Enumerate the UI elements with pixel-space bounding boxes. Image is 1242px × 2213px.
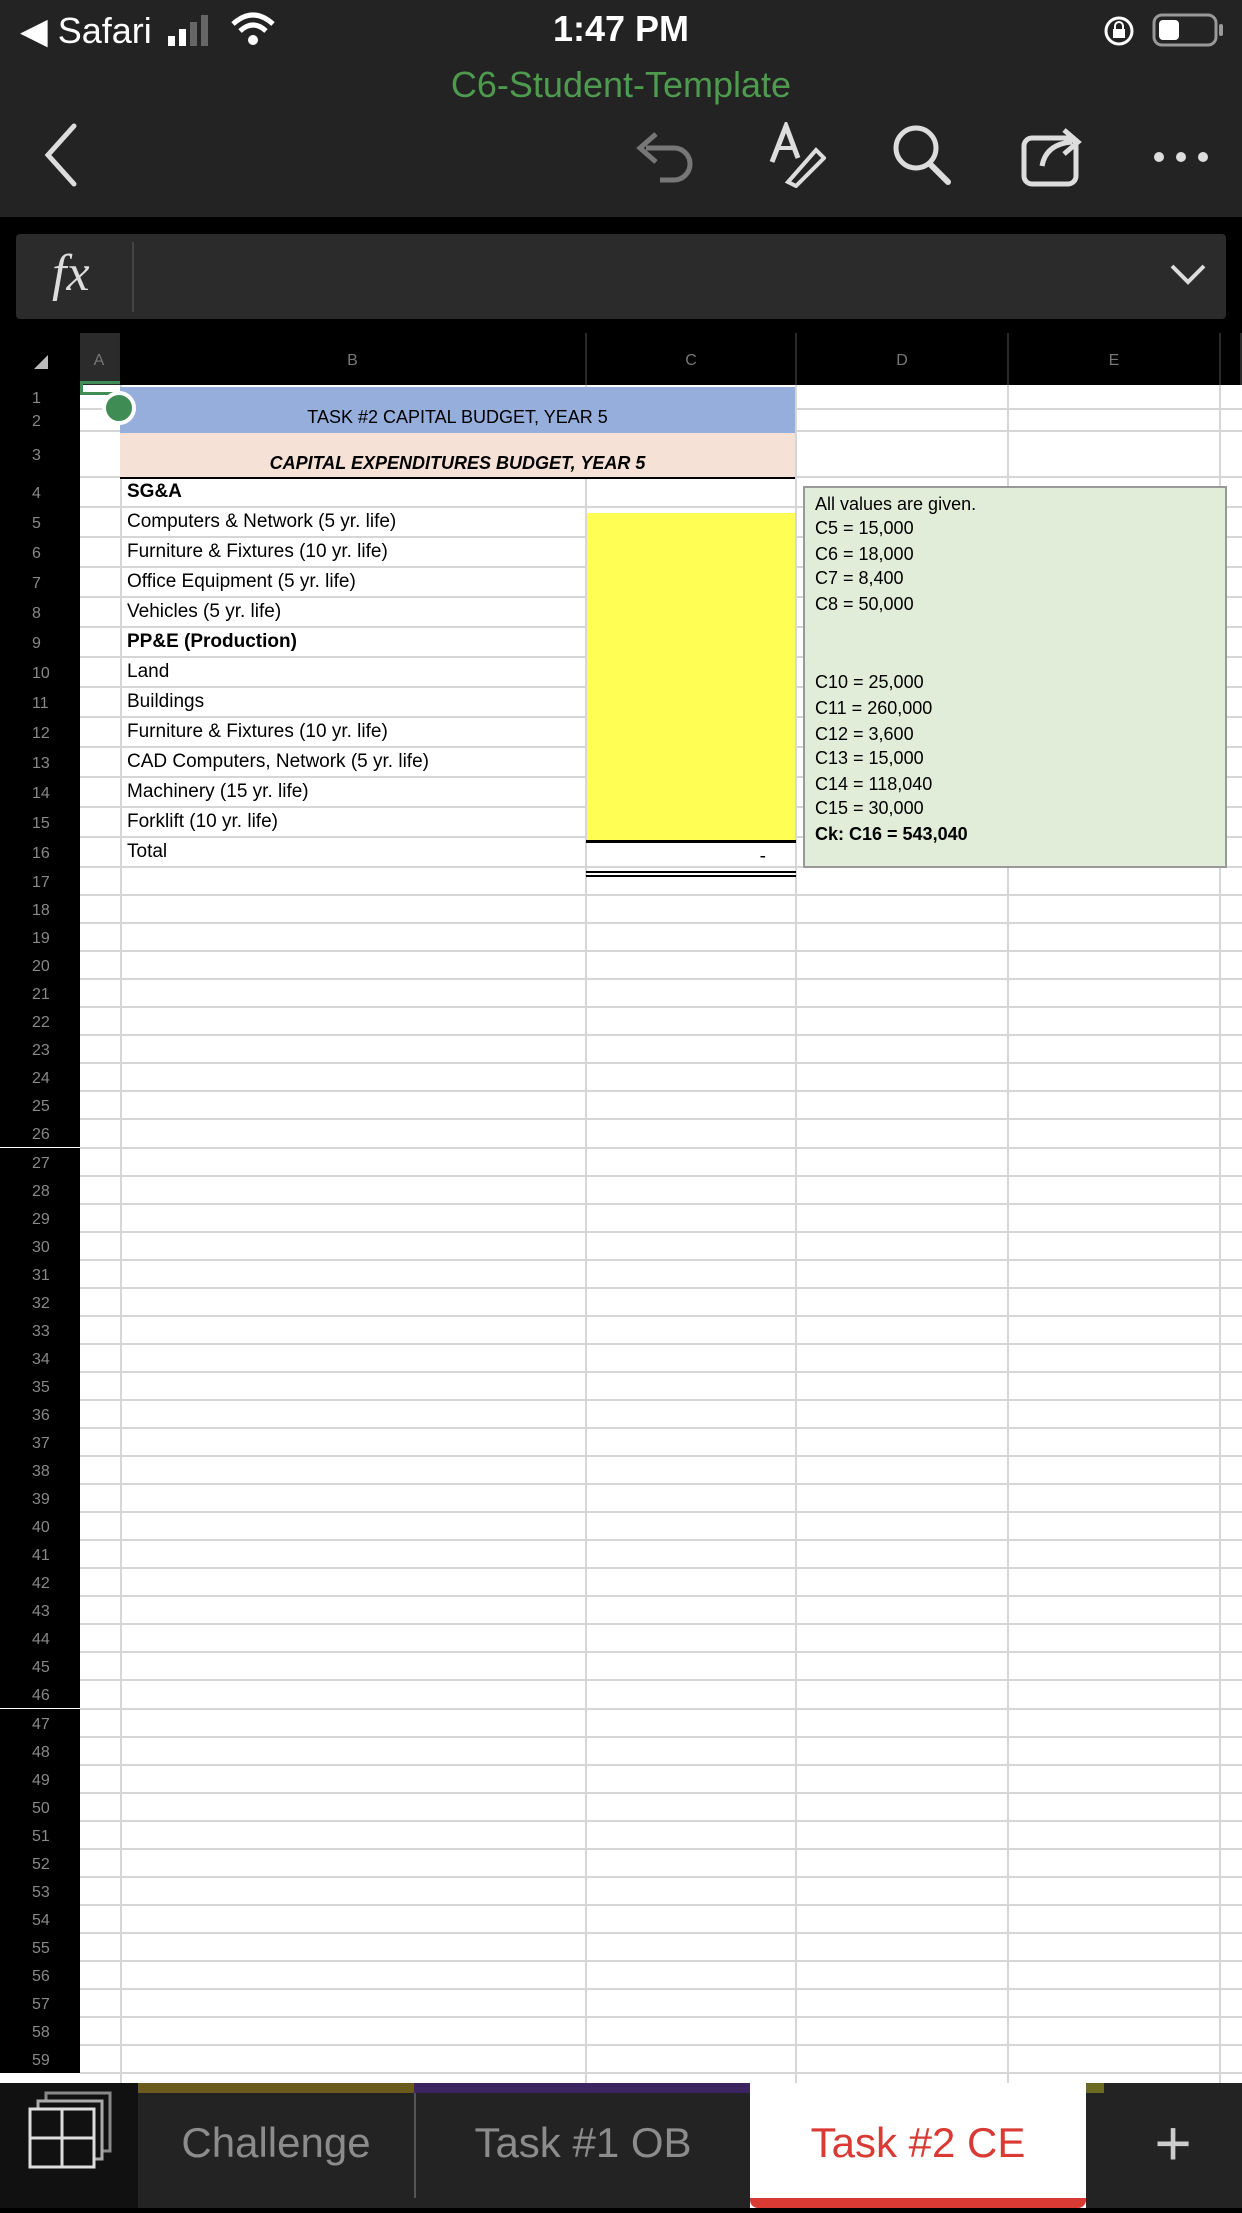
row-header[interactable]: 19	[0, 923, 80, 951]
row-header[interactable]: 33	[0, 1316, 80, 1344]
row-line	[80, 1090, 1242, 1092]
item-label: CAD Computers, Network (5 yr. life)	[127, 751, 429, 772]
undo-icon[interactable]	[630, 126, 696, 191]
row-line	[80, 1315, 1242, 1317]
note-line: C7 = 8,400	[815, 568, 904, 588]
row-line	[80, 2072, 1242, 2074]
orientation-lock-icon	[1102, 14, 1136, 53]
back-icon[interactable]	[40, 122, 80, 193]
row-header[interactable]: 42	[0, 1568, 80, 1596]
row-line	[80, 1343, 1242, 1345]
row-line	[80, 1595, 1242, 1597]
row-header[interactable]: 20	[0, 951, 80, 979]
row-line	[80, 1511, 1242, 1513]
row-header[interactable]: 27	[0, 1148, 80, 1176]
row-header[interactable]: 5	[0, 507, 80, 537]
item-label: Machinery (15 yr. life)	[127, 781, 309, 802]
more-options-icon[interactable]	[1152, 150, 1212, 169]
row-header[interactable]: 30	[0, 1232, 80, 1260]
formula-bar	[0, 217, 1242, 333]
active-tab-indicator	[750, 2198, 1086, 2208]
row-header[interactable]: 29	[0, 1204, 80, 1232]
row-header[interactable]: 15	[0, 807, 80, 837]
column-header-d[interactable]: D	[797, 333, 1009, 385]
row-header[interactable]: 13	[0, 747, 80, 777]
share-icon[interactable]	[1020, 122, 1086, 193]
note-line: C14 = 118,040	[815, 774, 933, 794]
row-line	[80, 1427, 1242, 1429]
row-header[interactable]: 36	[0, 1400, 80, 1428]
row-line	[80, 1259, 1242, 1261]
row-header[interactable]: 40	[0, 1512, 80, 1540]
row-header[interactable]: 49	[0, 1765, 80, 1793]
total-double-border-2	[586, 875, 796, 877]
row-line	[80, 1651, 1242, 1653]
note-line: C15 = 30,000	[815, 798, 924, 818]
formula-input[interactable]	[16, 234, 1226, 319]
tab-task1-ob[interactable]: Task #1 OB	[474, 2119, 692, 2166]
row-line	[80, 1539, 1242, 1541]
row-line	[80, 1736, 1242, 1738]
chevron-down-icon[interactable]	[1168, 262, 1208, 293]
row-header[interactable]: 12	[0, 717, 80, 747]
row-header[interactable]: 16	[0, 837, 80, 867]
row-line	[80, 1175, 1242, 1177]
row-header[interactable]: 43	[0, 1596, 80, 1624]
row-header[interactable]: 41	[0, 1540, 80, 1568]
row-line	[80, 894, 1242, 896]
row-header[interactable]: 37	[0, 1428, 80, 1456]
row-header[interactable]: 46	[0, 1680, 80, 1708]
row-line	[80, 1932, 1242, 1934]
row-line	[80, 1034, 1242, 1036]
row-line	[80, 1118, 1242, 1120]
column-header-f[interactable]	[1221, 333, 1242, 385]
row-header[interactable]: 2	[0, 409, 80, 431]
total-double-border-1	[586, 871, 796, 873]
row-line	[80, 978, 1242, 980]
select-all-corner[interactable]	[0, 333, 80, 385]
row-header[interactable]: 4	[0, 477, 80, 507]
column-header-b[interactable]: B	[120, 333, 587, 385]
fx-label: fx	[52, 245, 90, 302]
item-label: SG&A	[127, 481, 182, 502]
column-line	[120, 385, 122, 2083]
tab-task2-ce[interactable]: Task #2 CE	[750, 2083, 1086, 2208]
row-line	[80, 950, 1242, 952]
row-header[interactable]: 18	[0, 895, 80, 923]
item-label: Buildings	[127, 691, 205, 712]
note-box[interactable]	[803, 486, 1227, 868]
row-line	[80, 1988, 1242, 1990]
row-line	[80, 2016, 1242, 2018]
row-line	[80, 922, 1242, 924]
row-header[interactable]: 47	[0, 1709, 80, 1737]
row-header[interactable]: 6	[0, 537, 80, 567]
row-line	[80, 1483, 1242, 1485]
row-header[interactable]: 26	[0, 1119, 80, 1147]
row-line	[80, 1455, 1242, 1457]
row-line	[80, 1371, 1242, 1373]
formula-divider	[132, 242, 134, 312]
row-line	[80, 1848, 1242, 1850]
row-header[interactable]: 22	[0, 1007, 80, 1035]
item-label: Total	[127, 841, 168, 862]
note-line: C11 = 260,000	[815, 698, 933, 718]
note-line: C8 = 50,000	[815, 594, 914, 614]
selection-handle[interactable]	[102, 391, 136, 425]
row-header[interactable]: 52	[0, 1849, 80, 1877]
item-label: Land	[127, 661, 170, 682]
row-header[interactable]: 38	[0, 1456, 80, 1484]
row-line	[80, 1231, 1242, 1233]
row-header[interactable]: 55	[0, 1933, 80, 1961]
row-header[interactable]: 8	[0, 597, 80, 627]
column-header-c[interactable]: C	[587, 333, 797, 385]
row-header[interactable]: 31	[0, 1260, 80, 1288]
row-header[interactable]: 56	[0, 1961, 80, 1989]
row-header[interactable]: 23	[0, 1035, 80, 1063]
row-header[interactable]: 1	[0, 385, 80, 409]
row-header[interactable]: 7	[0, 567, 80, 597]
status-bar	[0, 0, 1242, 60]
spreadsheet-grid[interactable]	[0, 333, 1242, 2083]
row-header[interactable]: 39	[0, 1484, 80, 1512]
row-header[interactable]: 50	[0, 1793, 80, 1821]
row-header[interactable]: 17	[0, 867, 80, 895]
add-sheet-button[interactable]: +	[1154, 2107, 1192, 2179]
row-header[interactable]: 3	[0, 431, 80, 477]
row-line	[80, 1062, 1242, 1064]
row-header[interactable]: 59	[0, 2045, 80, 2073]
row-header[interactable]: 24	[0, 1063, 80, 1091]
note-line: C5 = 15,000	[815, 518, 914, 538]
row-header[interactable]: 45	[0, 1652, 80, 1680]
row-header[interactable]: 9	[0, 627, 80, 657]
row-line	[80, 1006, 1242, 1008]
row-line	[80, 1904, 1242, 1906]
row-header[interactable]: 14	[0, 777, 80, 807]
row-header[interactable]: 28	[0, 1176, 80, 1204]
sheet-subtitle: CAPITAL EXPENDITURES BUDGET, YEAR 5	[269, 453, 646, 473]
row-header[interactable]: 57	[0, 1989, 80, 2017]
row-line	[80, 1203, 1242, 1205]
note-line: C10 = 25,000	[815, 672, 924, 692]
sheet-title: TASK #2 CAPITAL BUDGET, YEAR 5	[307, 407, 608, 427]
row-line	[80, 1764, 1242, 1766]
item-label: Office Equipment (5 yr. life)	[127, 571, 356, 592]
row-line	[80, 1567, 1242, 1569]
sheet-tab-bar	[0, 2083, 1242, 2208]
draw-pen-icon[interactable]	[766, 122, 826, 193]
row-line	[80, 1399, 1242, 1401]
note-line: C13 = 15,000	[815, 748, 924, 768]
row-line	[80, 1708, 1242, 1710]
row-header[interactable]: 25	[0, 1091, 80, 1119]
row-line	[80, 2044, 1242, 2046]
item-label: PP&E (Production)	[127, 631, 297, 652]
row-header[interactable]: 35	[0, 1372, 80, 1400]
clock: 1:47 PM	[552, 8, 690, 49]
row-header[interactable]: 48	[0, 1737, 80, 1765]
tab-color-next	[1086, 2083, 1104, 2093]
row-line	[80, 1960, 1242, 1962]
row-line	[80, 1679, 1242, 1681]
row-line	[80, 1792, 1242, 1794]
row-header[interactable]: 10	[0, 657, 80, 687]
row-header[interactable]: 44	[0, 1624, 80, 1652]
total-value: -	[759, 846, 766, 867]
row-header[interactable]: 11	[0, 687, 80, 717]
row-header[interactable]: 32	[0, 1288, 80, 1316]
column-line	[795, 385, 797, 2083]
note-line: C6 = 18,000	[815, 544, 914, 564]
row-line	[80, 1623, 1242, 1625]
item-label: Forklift (10 yr. life)	[127, 811, 278, 832]
subtitle-border	[120, 477, 795, 479]
input-fill	[587, 513, 795, 843]
row-line	[80, 1820, 1242, 1822]
row-header[interactable]: 51	[0, 1821, 80, 1849]
item-label: Furniture & Fixtures (10 yr. life)	[127, 721, 388, 742]
column-header-e[interactable]: E	[1009, 333, 1221, 385]
column-header-a[interactable]: A	[80, 333, 120, 385]
back-to-app-link[interactable]: ◀ Safari	[20, 10, 152, 51]
row-header[interactable]: 54	[0, 1905, 80, 1933]
row-header[interactable]: 34	[0, 1344, 80, 1372]
item-label: Furniture & Fixtures (10 yr. life)	[127, 541, 388, 562]
note-line: C12 = 3,600	[815, 724, 914, 744]
row-line	[80, 1876, 1242, 1878]
item-label: Vehicles (5 yr. life)	[127, 601, 282, 622]
row-header[interactable]: 53	[0, 1877, 80, 1905]
row-header[interactable]: 58	[0, 2017, 80, 2045]
document-title: C6-Student-Template	[450, 64, 792, 105]
total-top-border	[586, 840, 796, 843]
search-icon[interactable]	[890, 122, 954, 193]
sheet-overview-button[interactable]	[0, 2083, 138, 2208]
item-label: Computers & Network (5 yr. life)	[127, 511, 397, 532]
row-line	[80, 1287, 1242, 1289]
note-line: Ck: C16 = 543,040	[815, 824, 968, 844]
row-line	[80, 1147, 1242, 1149]
tab-challenge[interactable]: Challenge	[181, 2119, 371, 2166]
note-line: All values are given.	[815, 494, 977, 514]
row-header[interactable]: 21	[0, 979, 80, 1007]
app-toolbar	[0, 60, 1242, 217]
battery-icon	[1152, 12, 1226, 53]
